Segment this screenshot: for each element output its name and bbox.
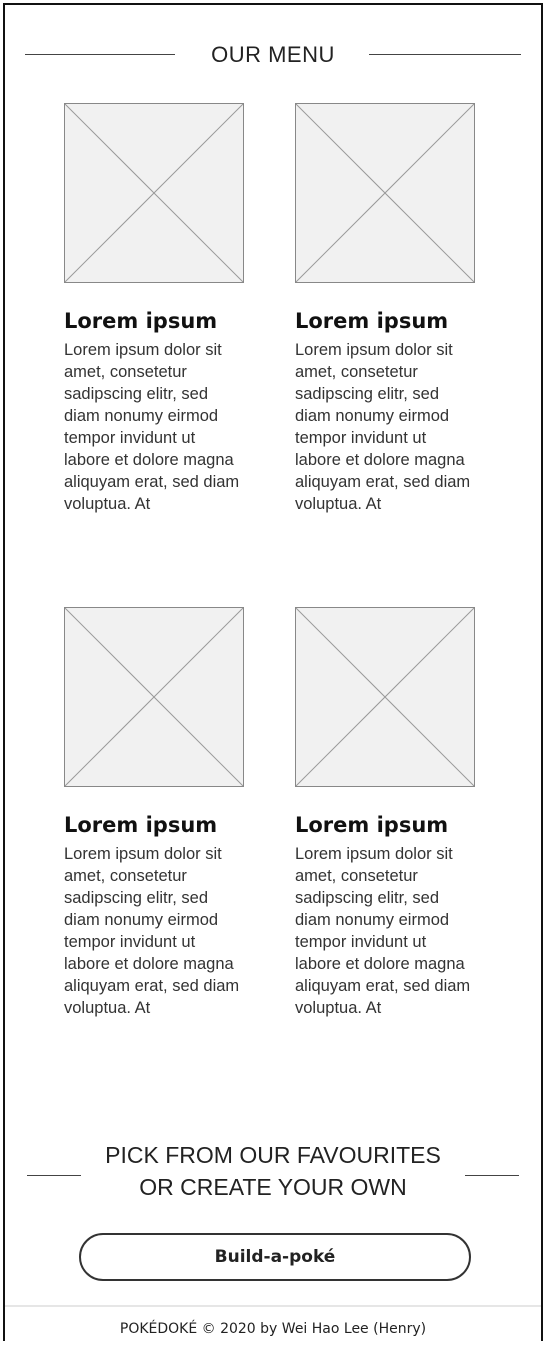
cta-divider-left: [27, 1175, 81, 1176]
image-placeholder-icon: [64, 103, 244, 283]
menu-card-title: Lorem ipsum: [295, 813, 449, 837]
menu-section-heading: [5, 37, 541, 73]
menu-card-title: Lorem ipsum: [64, 309, 218, 333]
cta-line-1: PICK FROM OUR FAVOURITES: [105, 1142, 441, 1168]
heading-divider-left: [25, 54, 175, 55]
cta-heading: [5, 1139, 541, 1203]
menu-card-title: Lorem ipsum: [64, 813, 218, 837]
image-placeholder-icon: [64, 607, 244, 787]
menu-card-description: Lorem ipsum dolor sit amet, consetetur sadipscing elitr, sed diam nonumy eirmod tempor invidunt ut labore et dolore magna aliquyam erat, sed diam voluptua. At: [64, 341, 240, 513]
footer: [5, 1305, 541, 1355]
menu-card-description: Lorem ipsum dolor sit amet, consetetur sadipscing elitr, sed diam nonumy eirmod tempor invidunt ut labore et dolore magna aliquyam erat, sed diam voluptua. At: [295, 845, 471, 1017]
menu-card-description: Lorem ipsum dolor sit amet, consetetur sadipscing elitr, sed diam nonumy eirmod tempor invidunt ut labore et dolore magna aliquyam erat, sed diam voluptua. At: [64, 845, 240, 1017]
cta-line-2: OR CREATE YOUR OWN: [139, 1174, 407, 1200]
cta-text: [105, 1139, 441, 1203]
menu-card[interactable]: [64, 103, 254, 515]
page-frame: [3, 3, 543, 1341]
cta-divider-right: [465, 1175, 519, 1176]
menu-card-title: Lorem ipsum: [295, 309, 449, 333]
heading-divider-right: [369, 54, 521, 55]
menu-card-description: Lorem ipsum dolor sit amet, consetetur sadipscing elitr, sed diam nonumy eirmod tempor invidunt ut labore et dolore magna aliquyam erat, sed diam voluptua. At: [295, 341, 471, 513]
build-a-poke-button[interactable]: Build-a-poké: [79, 1233, 471, 1281]
menu-card[interactable]: [295, 103, 485, 515]
menu-card[interactable]: [295, 607, 485, 1019]
footer-copyright: POKÉDOKÉ © 2020 by Wei Hao Lee (Henry): [119, 1321, 427, 1337]
menu-title: OUR MENU: [211, 42, 335, 67]
image-placeholder-icon: [295, 103, 475, 283]
image-placeholder-icon: [295, 607, 475, 787]
menu-card[interactable]: [64, 607, 254, 1019]
